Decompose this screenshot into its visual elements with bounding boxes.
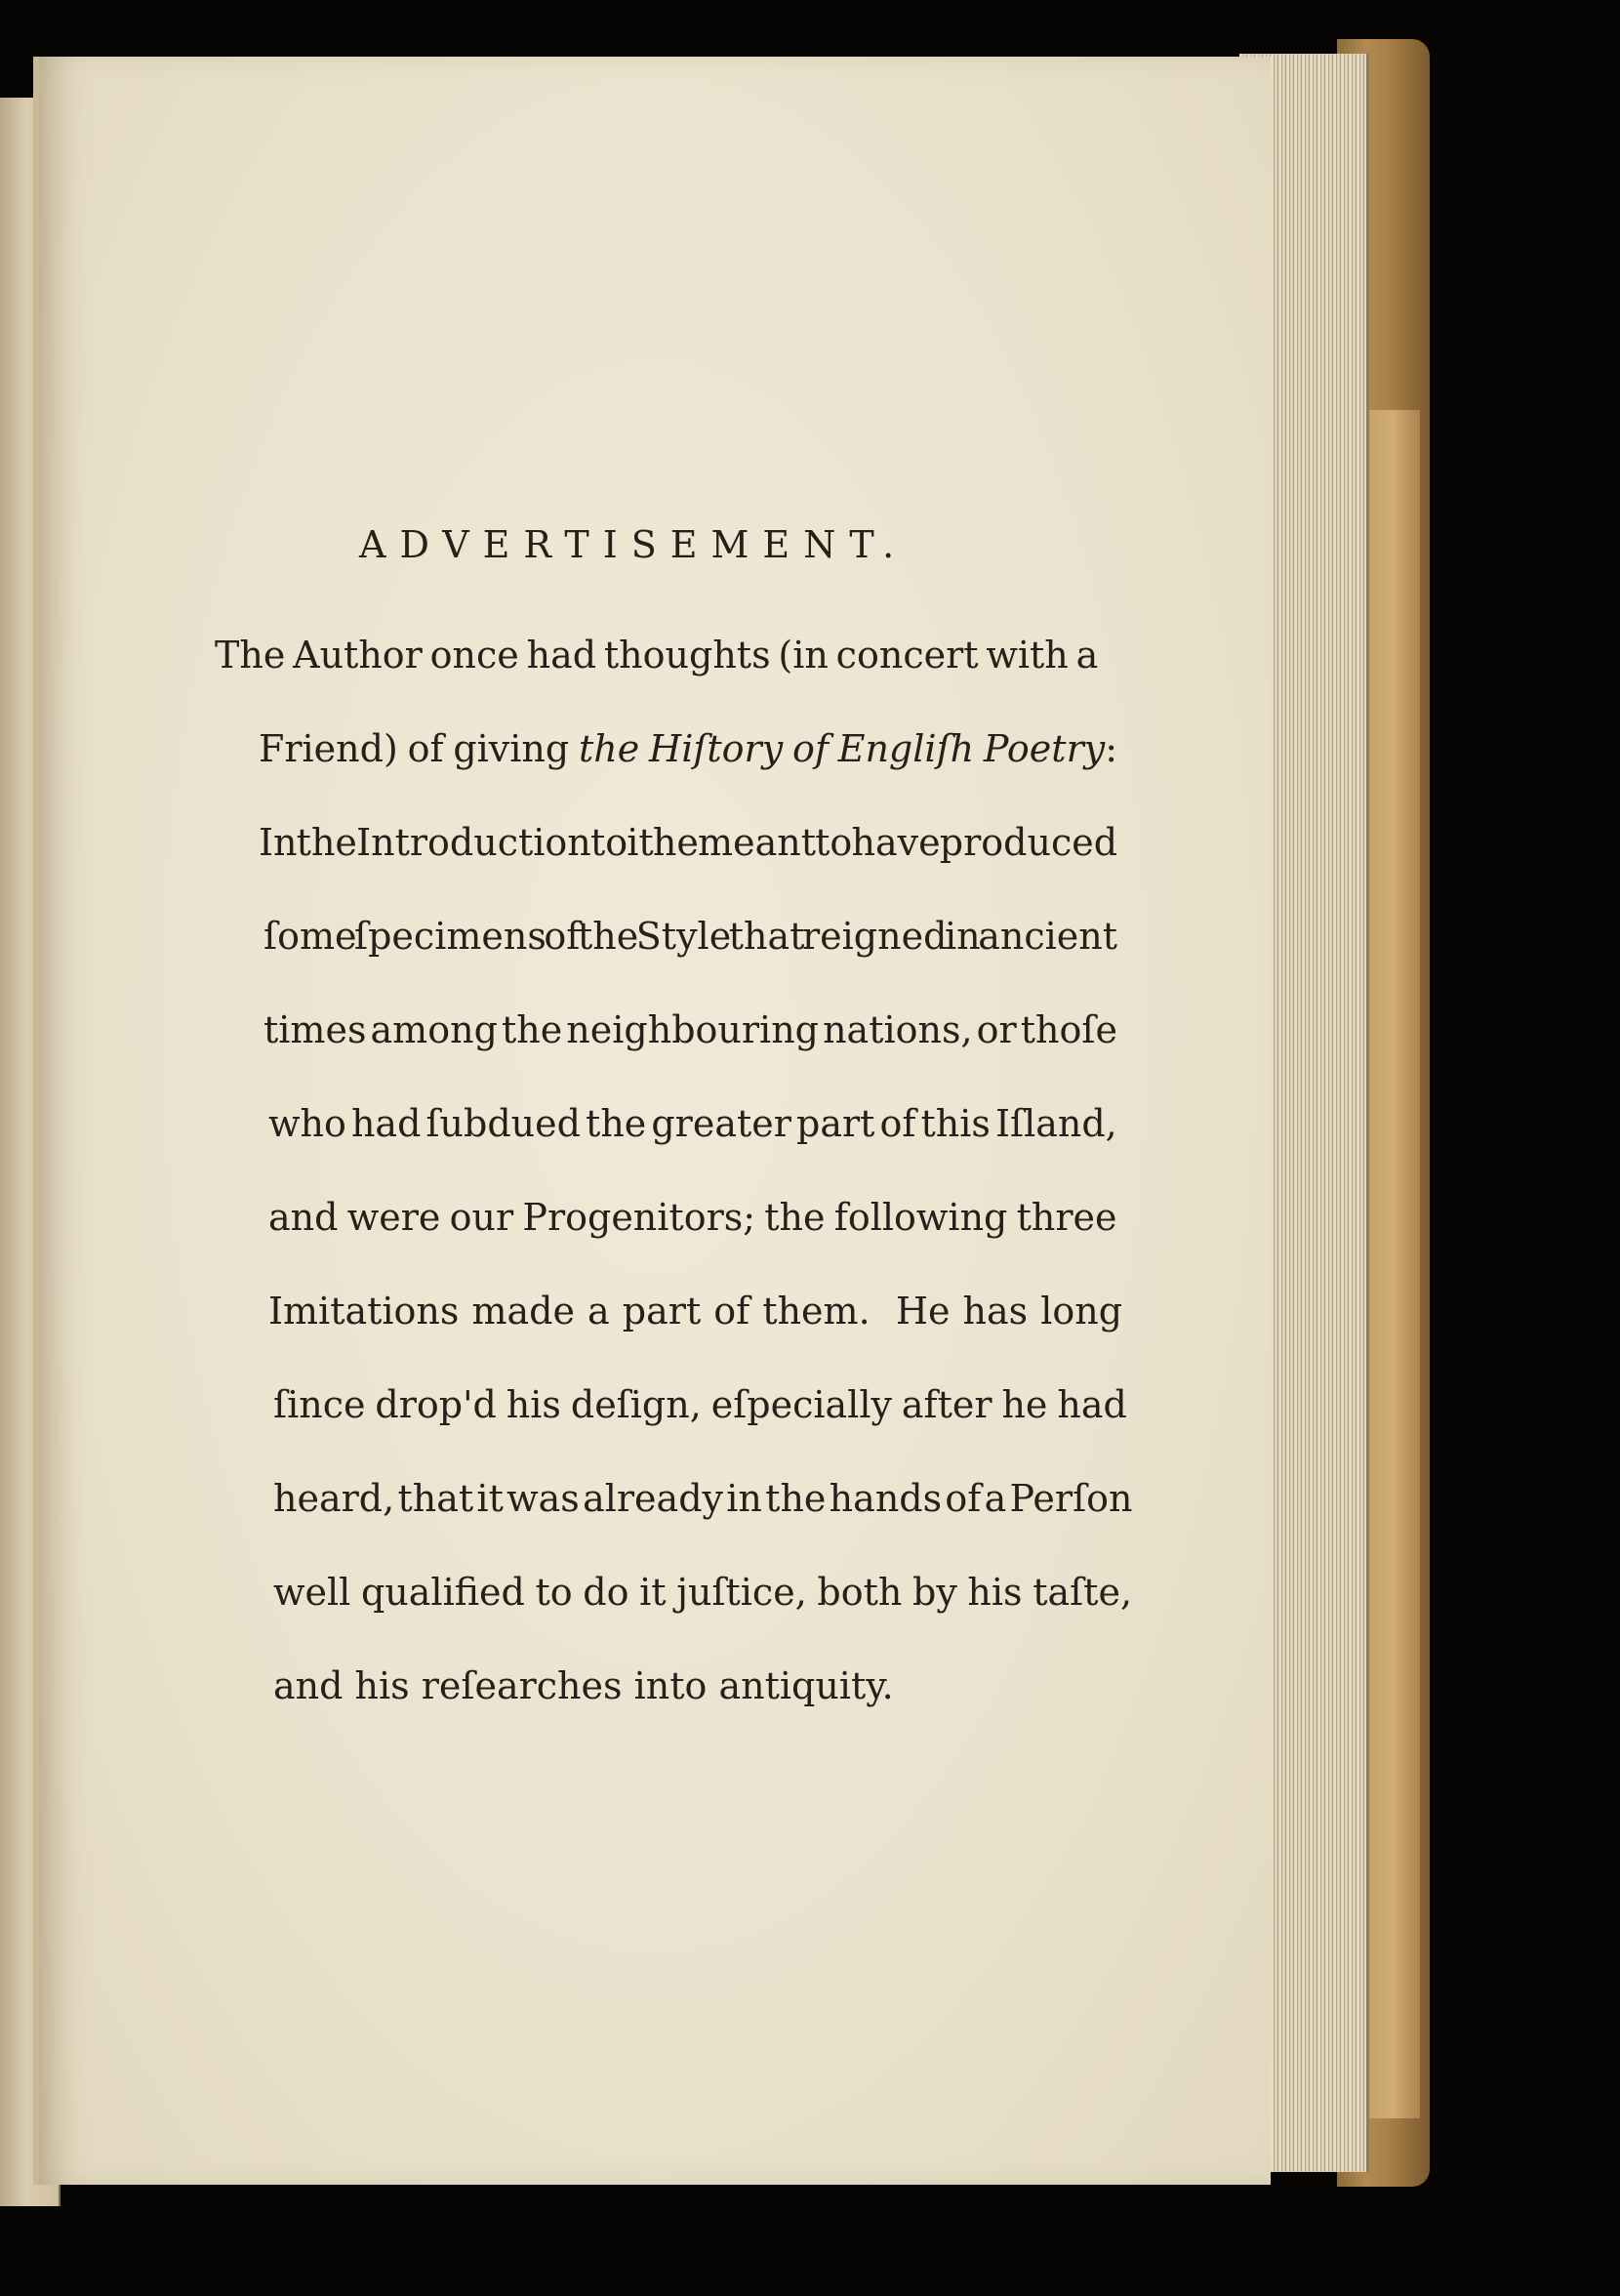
text-line bbox=[259, 726, 1117, 771]
line-text: The Author once had thoughts (in concert with a bbox=[215, 634, 1099, 676]
line-text: and his reſearches into antiquity. bbox=[273, 1664, 894, 1707]
line-text: well qualified to do it juſtice, both by his taſte, bbox=[273, 1571, 1133, 1614]
text-line bbox=[215, 633, 1098, 677]
text-line bbox=[268, 1195, 1117, 1240]
line-text: who had ſubdued the greater part of this Iſland, bbox=[268, 1102, 1117, 1145]
text-line bbox=[273, 1570, 1132, 1615]
italic-title-text: the Hiſtory of Engliſh Poetry bbox=[579, 727, 1106, 770]
text-line bbox=[263, 1007, 1117, 1052]
page-heading: ADVERTISEMENT. bbox=[359, 523, 909, 566]
line-text: ſince drop'd his deſign, eſpecially after he had bbox=[273, 1383, 1127, 1426]
line-text: In the Introduction to it he meant to have produced bbox=[259, 821, 1118, 864]
line-text: Imitations made a part of them. He has long bbox=[268, 1290, 1123, 1332]
text-line bbox=[263, 914, 1117, 959]
cover-edge bbox=[1366, 410, 1420, 2118]
line-text: and were our Progenitors; the following three bbox=[268, 1196, 1117, 1239]
line-text: Friend) of giving bbox=[259, 727, 580, 770]
text-line bbox=[273, 1382, 1127, 1427]
text-line bbox=[268, 1101, 1117, 1146]
text-line bbox=[273, 1663, 894, 1708]
text-line bbox=[268, 1289, 1122, 1333]
line-text: times among the neighbouring nations, or thoſe bbox=[263, 1008, 1117, 1051]
line-text: : bbox=[1105, 727, 1118, 770]
line-text: ſome ſpecimens of the Style that reigned in ancient bbox=[263, 915, 1118, 958]
line-text: heard, that it was already in the hands of a Perſon bbox=[273, 1477, 1133, 1520]
book-page bbox=[33, 57, 1271, 2185]
text-line bbox=[259, 820, 1117, 865]
text-line bbox=[273, 1476, 1132, 1521]
